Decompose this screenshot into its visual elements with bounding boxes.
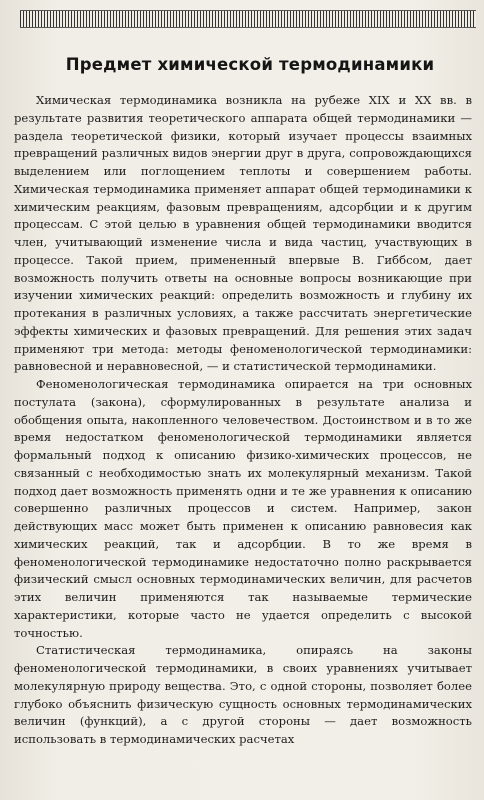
paragraph-3: Статистическая термодинамика, опираясь на законы феноменологической термодинамики, в своих уравнениях учитывает молекулярную природу вещества. Это, с одной стороны, позволяет более глубоко объяснить физическую сущность основных термодинамических величин (функций), а с другой стороны — дает возможность использовать в термодинамических расчетах	[14, 643, 472, 746]
decorative-header-bar	[20, 10, 476, 28]
section-title: Предмет химической термодинамики	[65, 55, 435, 74]
body-text	[14, 92, 472, 749]
paragraph-2: Феноменологическая термодинамика опирается на три основных постулата (закона), сформулированных в результате анализа и обобщения опыта, накопленного человечеством. Достоинством и в то же время недостатком феноменологической термодинамики является формальный подход к описанию физико-химических процессов, не связанный с необходимостью знать их молекулярный механизм. Такой подход дает возможность применять одни и те же уравнения к описанию совершенно различных процессов и систем. Например, закон действующих масс может быть применен к описанию равновесия как химических реакций, так и адсорбции. В то же время в феноменологической термодинамике недостаточно полно раскрывается физический смысл основных термодинамических величин, для расчетов этих величин применяются так называемые термические характеристики, которые часто не удается определить с высокой точностью.	[14, 377, 472, 640]
paragraph-1: Химическая термодинамика возникла на рубеже XIX и XX вв. в результате развития теоретического аппарата общей термодинамики — раздела теоретической физики, который изучает процессы взаимных превращений различных видов энергии друг в друга, сопровождающихся выделением или поглощением теплоты и совершением работы. Химическая термодинамика применяет аппарат общей термодинамики к химическим реакциям, фазовым превращениям, адсорбции и к другим процессам. С этой целью в уравнения общей термодинамики вводится член, учитывающий изменение числа и вида частиц, участвующих в процессе. Такой прием, примененный впервые В. Гиббсом, дает возможность получить ответы на основные вопросы возникающие при изучении химических реакций: определить возможность и глубину их протекания в различных условиях, а также рассчитать энергетические эффекты химических и фазовых превращений. Для решения этих задач применяют три метода: методы феноменологической термодинамики: равновесной и неравновесной, — и статистической термодинамики.	[14, 93, 472, 374]
